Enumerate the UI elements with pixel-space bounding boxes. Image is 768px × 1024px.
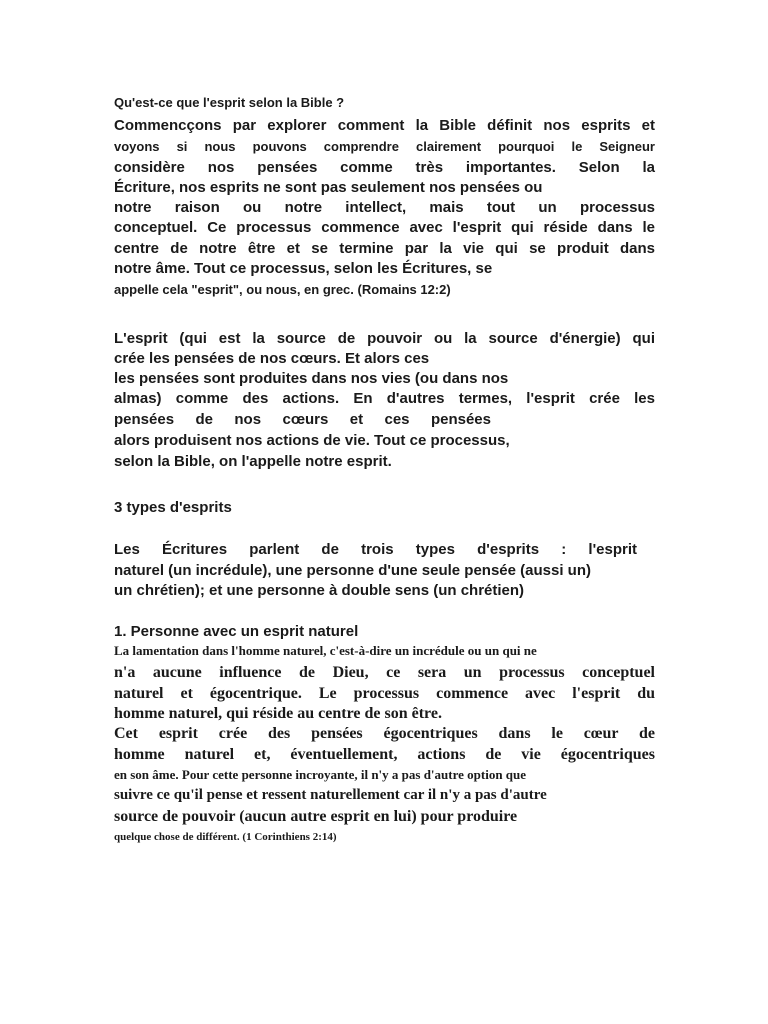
text-line: naturel (un incrédule), une personne d'une seule pensée (aussi un): [114, 562, 591, 579]
text-line: alors produisent nos actions de vie. Tout ce processus,: [114, 432, 510, 449]
text-line: Cet esprit crée des pensées égocentriques dans le cœur de: [114, 725, 655, 742]
section-title: Qu'est-ce que l'esprit selon la Bible ?: [114, 95, 345, 110]
text-line: conceptuel. Ce processus commence avec l'esprit qui réside dans le: [114, 219, 655, 236]
text-line: source de pouvoir (aucun autre esprit en lui) pour produire: [114, 808, 518, 825]
text-line: Les Écritures parlent de trois types d'esprits : l'esprit: [114, 541, 637, 558]
text-line: selon la Bible, on l'appelle notre esprit.: [114, 453, 392, 470]
text-line: Commencçons par explorer comment la Bible définit nos esprits et: [114, 117, 655, 134]
text-line: notre raison ou notre intellect, mais tout un processus: [114, 199, 655, 216]
text-line: voyons si nous pouvons comprendre clairement pourquoi le Seigneur: [114, 139, 655, 154]
text-line: L'esprit (qui est la source de pouvoir ou la source d'énergie) qui: [114, 330, 655, 347]
text-line: suivre ce qu'il pense et ressent naturellement car il n'y a pas d'autre: [114, 787, 547, 803]
text-line: notre âme. Tout ce processus, selon les Écritures, se: [114, 260, 493, 277]
text-line: les pensées sont produites dans nos vies (ou dans nos: [114, 370, 509, 387]
text-line: un chrétien); et une personne à double sens (un chrétien): [114, 582, 525, 599]
text-line: n'a aucune influence de Dieu, ce sera un processus conceptuel: [114, 664, 655, 681]
text-line: pensées de nos cœurs et ces pensées: [114, 411, 491, 428]
section-heading: 3 types d'esprits: [114, 499, 232, 516]
text-line: en son âme. Pour cette personne incroyante, il n'y a pas d'autre option que: [114, 767, 527, 782]
subsection-heading: 1. Personne avec un esprit naturel: [114, 623, 359, 640]
text-line: appelle cela "esprit", ou nous, en grec. (Romains 12:2): [114, 282, 451, 297]
text-line: homme naturel et, éventuellement, actions de vie égocentriques: [114, 746, 655, 763]
text-line: crée les pensées de nos cœurs. Et alors ces: [114, 350, 430, 367]
text-line: quelque chose de différent. (1 Corinthiens 2:14): [114, 831, 337, 843]
text-line: almas) comme des actions. En d'autres termes, l'esprit crée les: [114, 390, 655, 407]
text-line: considère nos pensées comme très importantes. Selon la: [114, 159, 655, 176]
text-line: Écriture, nos esprits ne sont pas seulement nos pensées ou: [114, 179, 543, 196]
text-line: La lamentation dans l'homme naturel, c'est-à-dire un incrédule ou un qui ne: [114, 643, 537, 658]
text-line: centre de notre être et se termine par la vie qui se produit dans: [114, 240, 655, 257]
text-line: naturel et égocentrique. Le processus commence avec l'esprit du: [114, 685, 655, 702]
text-line: homme naturel, qui réside au centre de son être.: [114, 705, 442, 722]
